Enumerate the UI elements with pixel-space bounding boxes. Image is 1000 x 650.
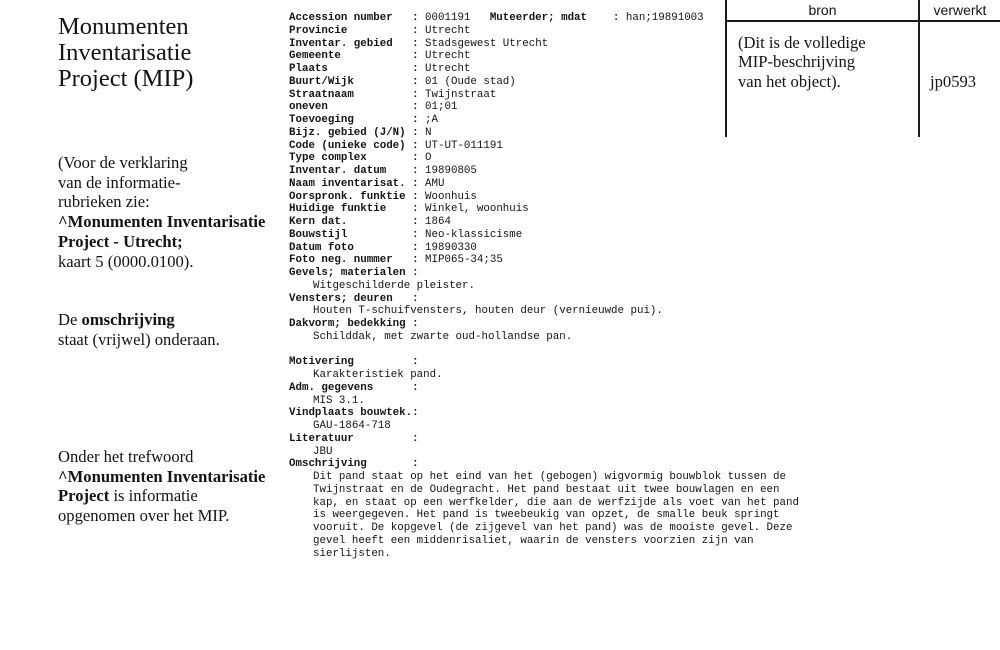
note-line: (Voor de verklaring — [58, 153, 188, 172]
field-label: Gemeente — [289, 50, 341, 63]
field-value: MIP065-34;35 — [425, 254, 503, 267]
verklaring-note — [58, 153, 265, 271]
field-separator: : — [412, 12, 419, 24]
field-type-complex — [289, 152, 799, 165]
section-dakvorm — [289, 318, 799, 331]
section-label: Vensters; deuren — [289, 292, 393, 305]
field-separator: : — [412, 407, 419, 420]
note-line: staat (vrijwel) onderaan. — [58, 329, 220, 349]
description-line: sierlijsten. — [313, 547, 391, 560]
title-line: Monumenten — [58, 13, 189, 40]
field-label: Provincie — [289, 24, 348, 37]
field-separator: : — [412, 228, 419, 241]
field-separator: : — [412, 241, 419, 254]
note-line: rubrieken zie: — [58, 192, 150, 212]
field-label: Toevoeging — [289, 114, 354, 126]
field-oorspronk-funktie — [289, 191, 799, 204]
note-line: kaart 5 (0000.0100). — [58, 251, 194, 271]
field-value: Stadsgewest Utrecht — [425, 37, 549, 50]
field-value: 01 (Oude stad) — [425, 75, 516, 88]
section-text: JBU — [313, 445, 333, 458]
field-separator: : — [412, 318, 419, 330]
field-separator: : — [412, 381, 419, 394]
source-cell-line: van het object). — [738, 71, 841, 91]
field-value: N — [425, 126, 432, 139]
field-separator: : — [412, 458, 419, 471]
source-cell-line: (Dit is de volledige — [738, 32, 866, 52]
field-label: Type complex — [289, 152, 367, 165]
trefwoord-keyword: Project — [58, 486, 110, 506]
field-bijz-gebied — [289, 127, 799, 140]
muteerder-value: han;19891003 — [625, 12, 704, 24]
section-text: Karakteristiek pand. — [313, 369, 443, 381]
section-vindplaats — [289, 407, 799, 420]
field-separator: : — [412, 126, 419, 139]
field-label: Straatnaam — [289, 88, 354, 101]
field-datum-foto — [289, 242, 799, 255]
accession-number-label: Accession number — [289, 12, 393, 24]
field-value: AMU — [425, 177, 445, 190]
field-provincie — [289, 25, 799, 38]
field-separator: : — [412, 24, 419, 37]
field-separator: : — [612, 12, 620, 24]
record-header-row — [289, 12, 799, 25]
omschrijving-keyword: omschrijving — [81, 310, 175, 329]
note-line: opgenomen over het MIP. — [58, 506, 230, 526]
reference-keyword: ^Monumenten Inventarisatie — [58, 212, 266, 232]
omschrijving-note — [58, 310, 220, 349]
processed-cell: jp0593 — [930, 71, 977, 91]
field-value: O — [425, 152, 432, 165]
field-value: 01;01 — [425, 101, 458, 114]
field-separator: : — [412, 152, 419, 165]
field-inventar-gebied — [289, 38, 799, 51]
field-buurt-wijk — [289, 76, 799, 89]
section-label: Motivering — [289, 356, 354, 369]
description-line: vooruit. De kopgevel (de zijgevel van het pand) was de mooiste gevel. Deze — [313, 522, 793, 534]
field-separator: : — [412, 254, 419, 267]
muteerder-label: Muteerder; mdat — [489, 12, 588, 24]
field-label: Inventar. datum — [289, 165, 387, 177]
field-value: Utrecht — [425, 63, 471, 75]
note-line: van de informatie- — [58, 172, 181, 192]
section-label: Vindplaats bouwtek. — [289, 407, 413, 420]
section-literatuur — [289, 433, 799, 446]
section-motivering — [289, 356, 799, 369]
field-label: Buurt/Wijk — [289, 75, 354, 88]
section-label: Gevels; materialen — [289, 267, 406, 279]
field-oneven — [289, 101, 799, 114]
section-label: Dakvorm; bedekking — [289, 318, 406, 330]
field-separator: : — [412, 216, 419, 228]
field-value: Woonhuis — [425, 190, 477, 203]
title-line: Project (MIP) — [58, 65, 194, 92]
field-foto-neg-nummer — [289, 254, 799, 267]
field-separator: : — [412, 292, 419, 305]
section-label: Adm. gegevens — [289, 381, 374, 394]
field-plaats — [289, 63, 799, 76]
field-separator: : — [412, 101, 419, 114]
field-separator: : — [412, 37, 419, 50]
field-separator: : — [412, 63, 419, 75]
description-line: Twijnstraat en de Oudegracht. Het pand bestaat uit twee bouwlagen en een — [313, 483, 780, 496]
field-value: Twijnstraat — [425, 88, 497, 101]
section-label: Literatuur — [289, 432, 354, 445]
section-text: Schilddak, met zwarte oud-hollandse pan. — [313, 330, 573, 343]
field-huidige-funktie — [289, 203, 799, 216]
trefwoord-keyword: ^Monumenten Inventarisatie — [58, 466, 266, 486]
section-vensters — [289, 293, 799, 306]
note-text: De — [58, 310, 78, 329]
field-separator: : — [412, 356, 419, 369]
field-separator: : — [412, 432, 419, 445]
field-value: 19890805 — [425, 165, 477, 177]
description-line: Dit pand staat op het eind van het (gebogen) wigvormig bouwblok tussen de — [313, 471, 786, 483]
header-verwerkt: verwerkt — [933, 2, 987, 18]
field-value: 19890330 — [425, 241, 477, 254]
field-separator: : — [412, 75, 419, 88]
field-naam-inventarisateur — [289, 178, 799, 191]
field-bouwstijl — [289, 229, 799, 242]
section-gevels — [289, 267, 799, 280]
section-label: Omschrijving — [289, 458, 367, 471]
field-label: Datum foto — [289, 241, 354, 254]
field-value: Neo-klassicisme — [425, 228, 523, 241]
field-separator: : — [412, 114, 419, 126]
field-label: Huidige funktie — [289, 203, 387, 216]
field-label: Bouwstijl — [289, 228, 348, 241]
field-straatnaam — [289, 89, 799, 102]
reference-keyword: Project - Utrecht; — [58, 231, 183, 251]
field-label: Inventar. gebied — [289, 37, 393, 50]
field-separator: : — [412, 165, 419, 177]
field-code — [289, 140, 799, 153]
field-value: UT-UT-011191 — [425, 139, 503, 152]
source-cell — [738, 33, 866, 92]
blank-line — [289, 344, 799, 357]
section-text: GAU-1864-718 — [313, 420, 391, 432]
page-title — [58, 14, 193, 92]
field-label: Naam inventarisat. — [289, 177, 406, 190]
field-label: oneven — [289, 101, 328, 114]
field-label: Plaats — [289, 63, 328, 75]
section-text: MIS 3.1. — [313, 394, 365, 407]
field-separator: : — [412, 88, 419, 101]
field-label: Bijz. gebied (J/N) — [289, 126, 406, 139]
field-separator: : — [412, 139, 419, 152]
section-adm-gegevens — [289, 382, 799, 395]
field-separator: : — [412, 177, 419, 190]
field-value: Winkel, woonhuis — [425, 203, 529, 216]
section-omschrijving — [289, 458, 799, 471]
section-text: Houten T-schuifvensters, houten deur (vernieuwde pui). — [313, 305, 663, 318]
field-value: ;A — [425, 114, 439, 126]
note-text: is informatie — [113, 486, 198, 506]
field-label: Kern dat. — [289, 216, 348, 228]
field-separator: : — [412, 50, 419, 63]
note-line: Onder het trefwoord — [58, 447, 194, 466]
field-separator: : — [412, 203, 419, 216]
mip-record — [289, 12, 799, 560]
field-value: 1864 — [425, 216, 451, 228]
field-inventar-datum — [289, 165, 799, 178]
field-label: Oorspronk. funktie — [289, 190, 406, 203]
field-separator: : — [412, 267, 419, 279]
accession-number-value: 0001191 — [425, 12, 471, 24]
field-gemeente — [289, 50, 799, 63]
description-line: gevel heeft een middenrisaliet, waarin de vensters voorzien zijn van — [313, 534, 754, 547]
field-label: Foto neg. nummer — [289, 254, 393, 267]
field-value: Utrecht — [425, 24, 471, 37]
section-text: Witgeschilderde pleister. — [313, 279, 475, 292]
field-value: Utrecht — [425, 50, 471, 63]
description-line: is weergegeven. Het pand is tweebeukig van opzet, de smalle beuk springt — [313, 509, 780, 522]
trefwoord-note — [58, 447, 265, 526]
field-separator: : — [412, 190, 419, 203]
header-bron: bron — [808, 2, 837, 18]
description-line: kap, en staat op een werfkelder, die aan de werfzijde als voet van het pand — [313, 496, 799, 509]
field-kern-dat — [289, 216, 799, 229]
table-header-rule — [725, 20, 1000, 22]
field-label: Code (unieke code) — [289, 139, 406, 152]
field-toevoeging — [289, 114, 799, 127]
source-cell-line: MIP-beschrijving — [738, 52, 856, 72]
title-line: Inventarisatie — [58, 39, 192, 66]
